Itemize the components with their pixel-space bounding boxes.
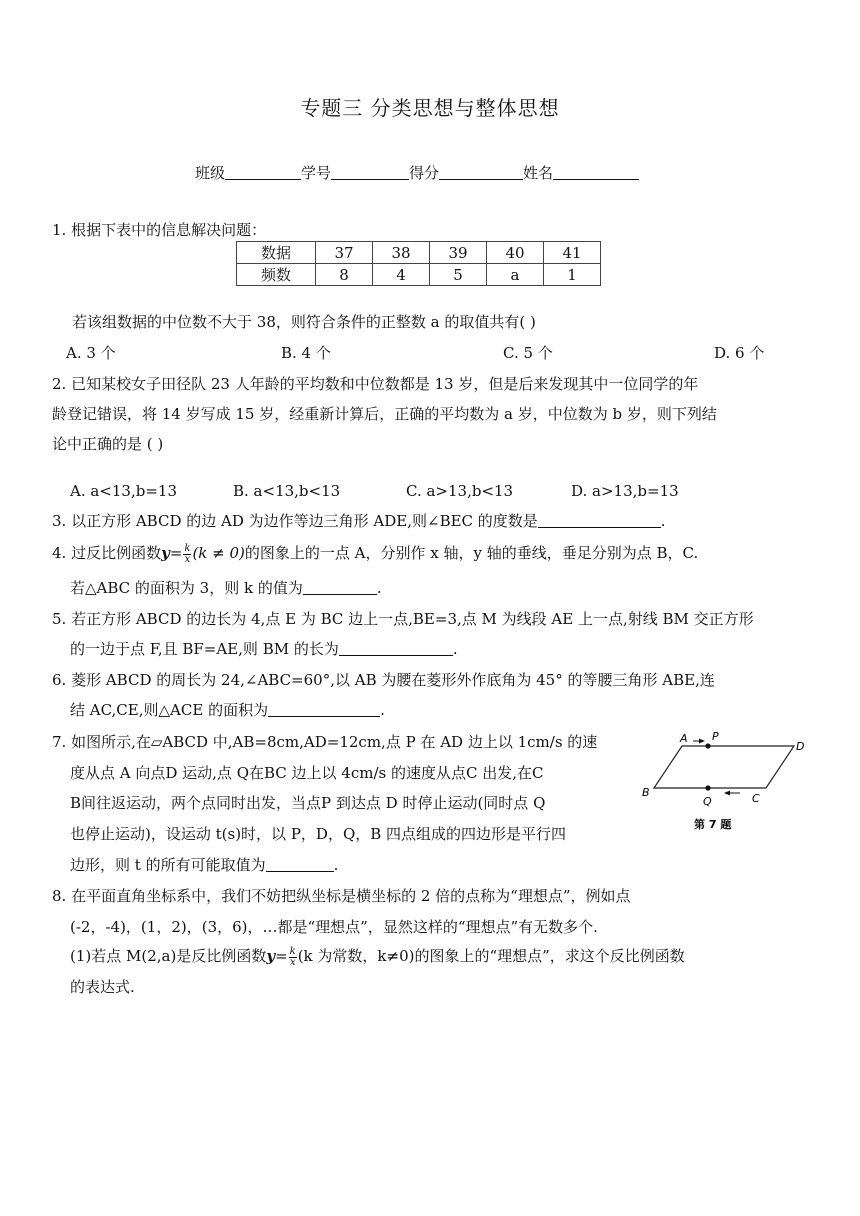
q7-end: . xyxy=(333,856,339,874)
q-arrow-head xyxy=(724,791,730,796)
q1-option-b[interactable]: B. 4 个 xyxy=(281,344,331,362)
q1-question: 若该组数据的中位数不大于 38，则符合条件的正整数 a 的取值共有( ) xyxy=(72,313,536,331)
table-cell: 39 xyxy=(430,242,487,264)
q7-line5 xyxy=(70,855,338,875)
q6-line1: 6. 菱形 ABCD 的周长为 24,∠ABC=60°,以 AB 为腰在菱形外作底角为 45° 的等腰三角形 ABE,连 xyxy=(52,671,715,689)
q5-answer-blank[interactable] xyxy=(339,641,453,656)
q8-frac-num: k xyxy=(289,945,296,957)
label-a: A xyxy=(680,732,688,745)
q7-line2: 度从点 A 向点D 运动,点 Q在BC 边上以 4cm/s 的速度从点C 出发,在C xyxy=(70,764,544,782)
q4-rest: 的图象上的一点 A，分别作 x 轴，y 轴的垂线，垂足分别为点 B，C. xyxy=(244,544,699,562)
q2-line1: 2. 已知某校女子田径队 23 人年龄的平均数和中位数都是 13 岁，但是后来发现其中一位同学的年 xyxy=(52,375,699,393)
q8-math-eq: = xyxy=(275,947,288,965)
student-info-line xyxy=(195,162,639,183)
q5-line1: 5. 若正方形 ABCD 的边长为 4,点 E 为 BC 边上一点,BE=3,点 M 为线段 AE 上一点,射线 BM 交正方形 xyxy=(52,610,754,628)
table-cell: 数据 xyxy=(237,242,316,264)
q2-line2: 龄登记错误，将 14 岁写成 15 岁，经重新计算后，正确的平均数为 a 岁，中位数为 b 岁，则下列结 xyxy=(52,405,717,423)
name-label: 姓名 xyxy=(523,164,554,182)
q6-line2 xyxy=(70,700,385,720)
q2-option-c[interactable]: C. a>13,b<13 xyxy=(406,482,514,500)
q3-line xyxy=(52,511,666,531)
point-q xyxy=(705,785,710,790)
table-cell: 1 xyxy=(544,264,601,286)
label-p: P xyxy=(712,730,719,743)
frequency-table xyxy=(236,241,601,286)
table-cell: 41 xyxy=(544,242,601,264)
id-blank[interactable] xyxy=(331,165,409,180)
q4-answer-blank[interactable] xyxy=(303,580,377,595)
q8-line4: 的表达式. xyxy=(70,978,135,996)
label-c: C xyxy=(752,792,760,805)
q3-answer-blank[interactable] xyxy=(538,513,661,528)
q8-frac-den: x xyxy=(289,956,296,968)
score-blank[interactable] xyxy=(439,165,523,180)
q8-math-y: y xyxy=(266,947,276,965)
q6-answer-blank[interactable] xyxy=(268,702,380,717)
label-b: B xyxy=(642,786,650,799)
table-cell: 40 xyxy=(487,242,544,264)
q8-fraction xyxy=(289,947,297,968)
page-title: 专题三 分类思想与整体思想 xyxy=(300,96,560,120)
q1-option-c[interactable]: C. 5 个 xyxy=(503,344,553,362)
q7-line3: B间往返运动，两个点同时出发，当点P 到达点 D 时停止运动(同时点 Q xyxy=(70,794,546,812)
q7-line5-text: 边形，则 t 的所有可能取值为 xyxy=(70,856,266,874)
q1-stem: 1. 根据下表中的信息解决问题： xyxy=(52,221,267,239)
p-arrow-head xyxy=(699,739,705,744)
q3-end: . xyxy=(660,512,666,530)
table-cell: 5 xyxy=(430,264,487,286)
table-cell: 38 xyxy=(373,242,430,264)
q4-fraction xyxy=(183,544,191,565)
q4-end: . xyxy=(376,579,382,597)
q8-sub1-line xyxy=(70,943,685,969)
name-blank[interactable] xyxy=(553,165,639,180)
table-cell: 37 xyxy=(316,242,373,264)
q4-frac-den: x xyxy=(184,553,191,565)
q2-option-b[interactable]: B. a<13,b<13 xyxy=(233,482,341,500)
q2-option-a[interactable]: A. a<13,b=13 xyxy=(70,482,177,500)
class-label: 班级 xyxy=(195,164,226,182)
figure-caption: 第 7 题 xyxy=(694,818,732,831)
q4-math-cond: (k ≠ 0) xyxy=(192,544,245,562)
q6-line2-text: 结 AC,CE,则△ACE 的面积为 xyxy=(70,701,269,719)
q4-line1 xyxy=(52,540,698,566)
q7-answer-blank[interactable] xyxy=(266,857,334,872)
q1-option-a[interactable]: A. 3 个 xyxy=(66,344,116,362)
q4-frac-num: k xyxy=(184,542,191,554)
q5-line2-text: 的一边于点 F,且 BF=AE,则 BM 的长为 xyxy=(70,640,339,658)
q7-line4: 也停止运动)，设运动 t(s)时，以 P，D，Q，B 四点组成的四边形是平行四 xyxy=(70,825,567,843)
q4-line2-text: 若△ABC 的面积为 3，则 k 的值为 xyxy=(70,579,303,597)
table-cell: 频数 xyxy=(237,264,316,286)
table-row xyxy=(237,242,601,264)
parallelogram-shape xyxy=(654,746,794,788)
q8-line1: 8. 在平面直角坐标系中，我们不妨把纵坐标是横坐标的 2 倍的点称为“理想点”，例如点 xyxy=(52,887,631,905)
label-d: D xyxy=(796,740,805,753)
q4-lead: 4. 过反比例函数 xyxy=(52,544,162,562)
q6-end: . xyxy=(380,701,385,719)
table-row xyxy=(237,264,601,286)
id-label: 学号 xyxy=(301,164,332,182)
q3-text: 3. 以正方形 ABCD 的边 AD 为边作等边三角形 ADE,则∠BEC 的度数是 xyxy=(52,512,538,530)
point-p xyxy=(705,743,710,748)
q5-end: . xyxy=(452,640,458,658)
q8-sub1-rest: (k 为常数，k≠0)的图象上的“理想点”，求这个反比例函数 xyxy=(297,947,685,965)
q7-line1: 7. 如图所示,在▱ABCD 中,AB=8cm,AD=12cm,点 P 在 AD 边上以 1cm/s 的速 xyxy=(52,733,598,751)
q2-line3: 论中正确的是 ( ) xyxy=(52,435,164,453)
q8-line2: (-2，-4)，(1，2)，(3，6)，…都是“理想点”，显然这样的“理想点”有无数多个. xyxy=(70,918,598,936)
q8-sub1-lead: (1)若点 M(2,a)是反比例函数 xyxy=(70,947,267,965)
q2-option-d[interactable]: D. a>13,b=13 xyxy=(571,482,679,500)
table-cell: 4 xyxy=(373,264,430,286)
q1-option-d[interactable]: D. 6 个 xyxy=(714,344,765,362)
table-cell: 8 xyxy=(316,264,373,286)
table-cell: a xyxy=(487,264,544,286)
score-label: 得分 xyxy=(409,164,440,182)
q5-line2 xyxy=(70,639,458,659)
class-blank[interactable] xyxy=(225,165,301,180)
q4-math-eq: = xyxy=(169,544,183,562)
q4-line2 xyxy=(70,578,382,598)
q4-math-y: y xyxy=(161,544,170,562)
parallelogram-figure xyxy=(636,730,822,842)
label-q: Q xyxy=(703,795,712,808)
